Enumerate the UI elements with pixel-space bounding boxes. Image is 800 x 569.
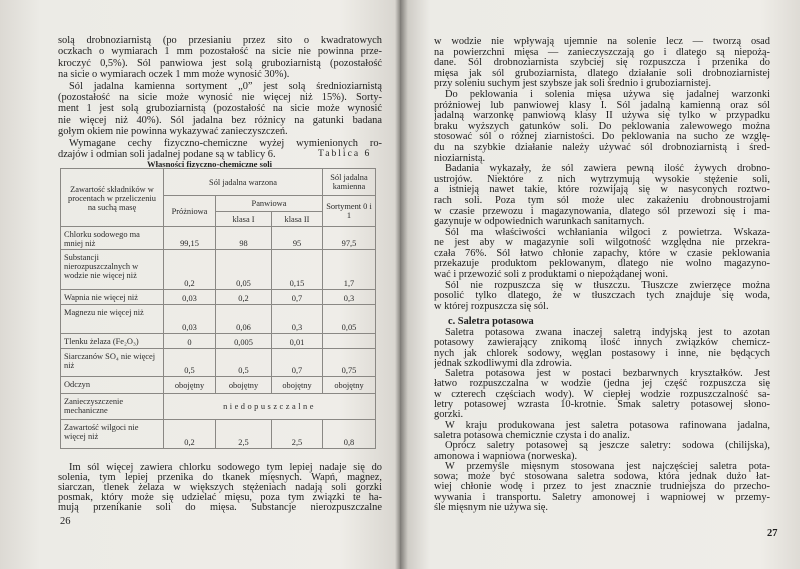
- table-cell: 0,01: [272, 334, 323, 349]
- col-panwiowa: Panwiowa: [216, 196, 323, 212]
- text-line: ne jest aby w magazynie soli wilgotność względna nie przekra-: [434, 238, 770, 249]
- row-label: Siarczanów SO₄ nie więcej niż: [61, 349, 164, 377]
- table-cell: [323, 334, 376, 349]
- table-cell: 0,03: [164, 290, 216, 305]
- table-cell: 2,5: [272, 420, 323, 449]
- text-line: przy soleniu suchym jest szybsze jak soli średnio i gruboziarnistej.: [434, 79, 712, 90]
- left-bottom-text: [58, 463, 382, 513]
- paragraph: [434, 369, 770, 420]
- text-line: a istnieją nawet takie, które rozwijają się w nasyconych roztwo-: [434, 185, 770, 196]
- text-line: wać i przewozić soli z produktami o niepożądanej woni.: [434, 270, 668, 281]
- text-line: Sól nie rozpuszcza się w tłuszczu. Tłuszcze zwierzęce można: [445, 280, 770, 291]
- table-cell: obojętny: [164, 377, 216, 394]
- table-cell: 0,3: [272, 305, 323, 334]
- group-warzona: Sól jadalna warzona: [164, 169, 323, 196]
- table-cell: 0,2: [216, 290, 272, 305]
- text-line: na powierzchni mięsa — zanieczyszczają go i dlatego są niepożą-: [434, 47, 770, 58]
- text-line: na sicie o wymiarach oczek 1 mm może wynosić 30%).: [58, 69, 290, 81]
- left-top-text: [58, 35, 382, 160]
- col-prozniowa: Próżniowa: [164, 196, 216, 227]
- text-line: du na szybkie działanie należy używać sól drobnoziarnistą i śred-: [434, 142, 770, 153]
- paragraph: [434, 328, 770, 369]
- text-line: w wodzie nie wpływają ujemnie na solenie lecz — tworzą osad: [434, 37, 770, 47]
- text-line: Oprócz saletry potasowej są jeszcze saletry: sodowa (chilijska),: [445, 441, 770, 452]
- table-cell: niedopuszczalne: [164, 394, 376, 420]
- text-line: przekazuje produktom peklowanym, dlatego nie wolno magazyno-: [434, 259, 770, 270]
- row-label-header: Zawartość składników w procentach w przeliczeniu na suchą masę: [61, 169, 164, 227]
- table-cell: 0,8: [323, 420, 376, 449]
- table-cell: 0,7: [272, 349, 323, 377]
- col-klasa2: klasa II: [272, 212, 323, 227]
- text-line: nych jak chlorek sodowy, węglan postasowy i inne, nie będących: [434, 348, 770, 359]
- row-label: Substancji nierozpuszczalnych w wodzie nie więcej niż: [61, 250, 164, 290]
- table-cell: 0,5: [164, 349, 216, 377]
- text-line: gołym okiem nie powinna wykazywać zanieczyszczeń.: [58, 126, 288, 138]
- text-line: Sól ma właściwości wchłaniania wilgoci z powietrza. Wskaza-: [445, 227, 770, 238]
- table-cell: 99,15: [164, 227, 216, 250]
- text-line: Saletra potasowa zwana inaczej saletrą indyjską jest to azotan: [445, 328, 770, 338]
- row-label: Chlorku sodowego ma mniej niż: [61, 227, 164, 250]
- text-line: posolić tylko dlatego, że w tłuszczach tych znajduje się woda,: [434, 291, 770, 302]
- page-number: 27: [767, 528, 778, 539]
- table-row: [61, 290, 376, 305]
- table-cell: 0,03: [164, 305, 216, 334]
- group-kamienna: Sól jadalna kamienna: [323, 169, 376, 196]
- table-cell: 0,2: [164, 250, 216, 290]
- table-cell: 0,75: [323, 349, 376, 377]
- col-sortyment: Sortyment 0 i 1: [323, 196, 376, 227]
- table-cell: 95: [272, 227, 323, 250]
- table-cell: 0,05: [216, 250, 272, 290]
- text-line: nioziarnistą.: [434, 153, 486, 164]
- text-line: solenia, tym lepiej przenika do tkanek mięsnych. Wapń, magnez,: [58, 472, 382, 483]
- section-heading: c. Saletra potasowa: [448, 316, 534, 327]
- paragraph: [434, 421, 770, 442]
- text-line: w której rozpuszcza się sól.: [434, 301, 549, 312]
- table-cell: 0,5: [216, 349, 272, 377]
- table-cell: obojętny: [272, 377, 323, 394]
- paragraph: [434, 228, 770, 281]
- table-cell: 0,2: [164, 420, 216, 449]
- text-line: kroczyć 0,5%). Sól panwiowa jest solą gruboziarnistą (pozostałość: [58, 57, 382, 69]
- row-label: Odczyn: [61, 377, 164, 394]
- text-line: w czterech częściach wody). W ciepłej wodzie rozpuszczalność sa-: [434, 389, 770, 400]
- text-line: W przemyśle mięsnym stosowana jest najczęściej saletra pota-: [445, 461, 770, 472]
- text-line: Im sól więcej zawiera chlorku sodowego tym lepiej nadaje się do: [69, 463, 382, 473]
- paragraph: [434, 164, 770, 228]
- table-row: [61, 250, 376, 290]
- table-row: [61, 394, 376, 420]
- table-cell: 0,3: [323, 290, 376, 305]
- col-klasa1: klasa I: [216, 212, 272, 227]
- text-line: oczkach o wymiarach 1 mm pozostałość na sicie nie powinna prze-: [58, 46, 382, 58]
- text-line: śle mięsnym nie używa się.: [434, 503, 548, 514]
- text-line: mięsa jak sól gruboziarnista, dlatego działanie soli drobnoziarnistej: [434, 68, 770, 79]
- text-line: braku wyższych gatunków soli. Do peklowania zalewowego można: [434, 121, 770, 132]
- table-cell: obojętny: [216, 377, 272, 394]
- paragraph: [434, 90, 770, 164]
- text-line: solą drobnoziarnistą (po przesianiu przez sito o kwadratowych: [58, 35, 382, 46]
- text-line: ment 1 jest solą gruboziarnistą (pozostałość na sicie może wynosić: [58, 103, 382, 115]
- text-line: Do peklowania i solenia mięsa używa się jadalnej warzonki: [445, 89, 770, 100]
- paragraph: [434, 462, 770, 513]
- page-number: 26: [60, 516, 71, 527]
- table-cell: 1,7: [323, 250, 376, 290]
- text-line: gazynuje w odpowiednich warunkach sanitarnych.: [434, 217, 645, 228]
- table-label: Tablica 6: [318, 148, 372, 159]
- table-row: [61, 420, 376, 449]
- row-label: Zanieczyszczenie mechaniczne: [61, 394, 164, 420]
- paragraph: [434, 441, 770, 462]
- text-line: potasowy zawierający znikomą ilość innych związków chemicz-: [434, 338, 770, 349]
- text-line: letry potasowej wzrasta 10-krotnie. Smak saletry potasowej słono-: [434, 400, 770, 411]
- text-line: jadalną warzonkę panwiową klasy II używa się tylko w przypadku: [434, 111, 770, 122]
- table-cell: 0,15: [272, 250, 323, 290]
- table-row: [61, 227, 376, 250]
- row-label: Wapnia nie więcej niż: [61, 290, 164, 305]
- table-cell: 0,06: [216, 305, 272, 334]
- table-cell: 0,7: [272, 290, 323, 305]
- row-label: Magnezu nie więcej niż: [61, 305, 164, 334]
- right-bottom-text: [434, 328, 770, 513]
- table-cell: 0,05: [323, 305, 376, 334]
- text-line: czała 76%. Sól łatwo chłonie zapachy, które w czasie peklowania: [434, 248, 770, 259]
- text-line: ustrojów. Niektóre z nich wytrzymują wysokie stężenie soli,: [434, 174, 770, 185]
- text-line: wiej chłonie wodę i przez to jest znacznie trudniejsza do przecho-: [434, 482, 770, 493]
- text-line: amonowa i wapniowa (norweska).: [434, 451, 578, 462]
- table-row: [61, 377, 376, 394]
- text-line: dzajów i odmian soli jadalnej podane są w tablicy 6.: [58, 149, 276, 161]
- table-row: [61, 349, 376, 377]
- paragraph: [58, 81, 382, 138]
- table-cell: 0,005: [216, 334, 272, 349]
- table-row: [61, 334, 376, 349]
- table-title: Własności fizyczno-chemiczne soli: [147, 159, 273, 169]
- text-line: W kraju produkowana jest saletra potasowa rafinowana jadalna,: [445, 420, 770, 431]
- text-line: rach soli. Poza tym sól może ulec zakażeniu drobnoustrojami: [434, 195, 770, 206]
- row-label: Zawartość wilgoci nie więcej niż: [61, 420, 164, 449]
- text-line: dane. Sól drobnoziarnista szybciej się rozpuszcza i przenika do: [434, 58, 770, 69]
- text-line: wywania i transportu. Saletry amonowej i wapniowej w przemy-: [434, 492, 770, 503]
- text-line: próżniowej lub panwiowej klasy I. Sól jadalną kamienną oraz sól: [434, 100, 770, 111]
- right-top-text: [434, 37, 770, 312]
- text-line: gorzki.: [434, 410, 464, 421]
- row-label: Tlenku żelaza (Fe₂O₃): [61, 334, 164, 349]
- paragraph: [434, 281, 770, 313]
- table-row: [61, 305, 376, 334]
- text-line: jednak szkodliwymi dla zdrowia.: [434, 358, 572, 369]
- paragraph: [58, 35, 382, 81]
- paragraph: [58, 463, 382, 513]
- table-cell: obojętny: [323, 377, 376, 394]
- text-line: Wymagane cechy fizyczno-chemiczne wyżej wymienionych ro-: [69, 137, 382, 149]
- table-cell: 0: [164, 334, 216, 349]
- table-cell: 98: [216, 227, 272, 250]
- text-line: łatwo rozpuszczalna w wodzie (jedna jej część rozpuszcza się: [434, 379, 770, 390]
- text-line: saletra potasowa chemicznie czysta i do analiz.: [434, 430, 630, 441]
- properties-table: [60, 168, 376, 449]
- table-cell: 2,5: [216, 420, 272, 449]
- text-line: Saletra potasowa jest w postaci bezbarwnych kryształków. Jest: [445, 369, 770, 380]
- paragraph: [434, 37, 770, 90]
- text-line: Sól jadalna kamienna sortyment „0” jest solą średnioziarnistą: [69, 80, 382, 92]
- text-line: mują przenikanie soli do mięsa. Substancje nierozpuszczalne: [58, 502, 382, 513]
- text-line: posmak, który może się udzielać mięsu, poza tym związki te ha-: [58, 492, 382, 503]
- text-line: stosować sól o różnej ziarnistości. Do peklowania na sucho ze wzglę-: [434, 132, 770, 143]
- text-line: siarczan, tlenek żelaza w większych stężeniach nadają soli gorzki: [58, 482, 382, 493]
- text-line: (pozostałość na sicie może wynosić nie więcej niż 15%). Sorty-: [58, 92, 382, 104]
- text-line: sowa; może być stosowana saletra sodowa, która jednak dużo łat-: [434, 472, 770, 483]
- text-line: w czasie przewozu i magazynowania, dlatego sól przewozi się i ma-: [434, 206, 770, 217]
- table-cell: 97,5: [323, 227, 376, 250]
- text-line: nie więcej niż 40%). Sól jadalna bez różnicy na gatunki badana: [58, 114, 382, 126]
- right-page: [400, 0, 800, 569]
- text-line: Badania wykazały, że sól zawiera pewną ilość żywych drobno-: [445, 164, 770, 175]
